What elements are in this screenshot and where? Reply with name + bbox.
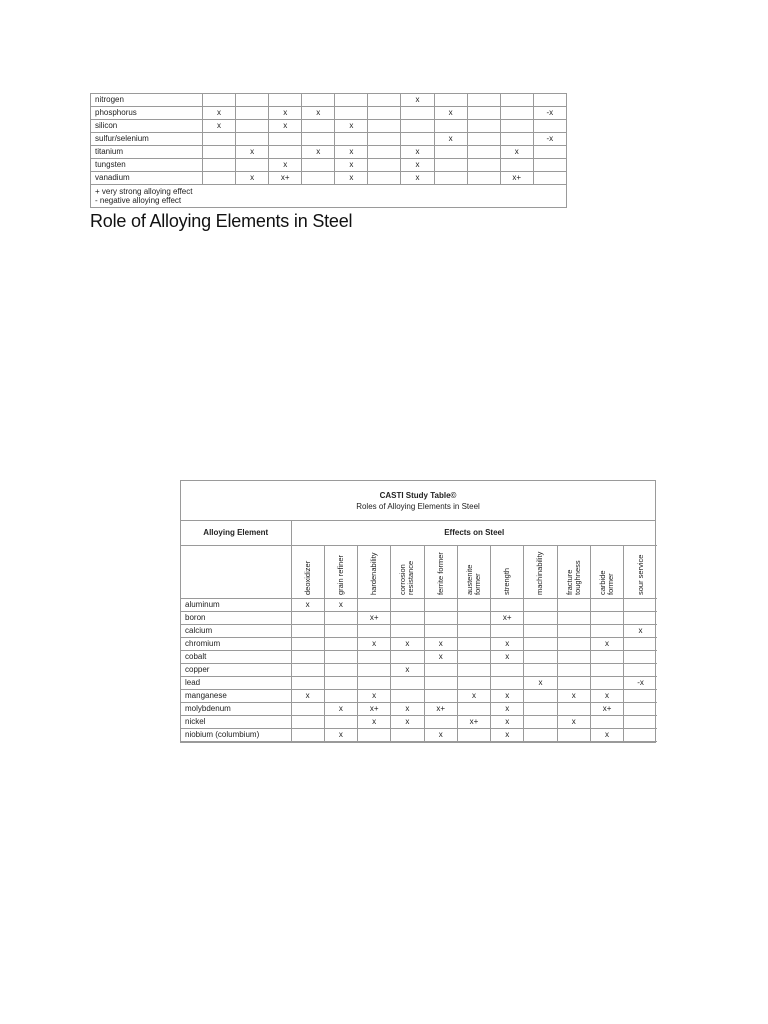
effect-mark-cell: x <box>491 729 524 742</box>
effect-mark-cell: x <box>302 107 335 120</box>
effect-mark-cell <box>368 107 401 120</box>
effect-mark-cell <box>467 120 500 133</box>
effect-column-header <box>590 546 623 599</box>
effect-mark-cell <box>358 651 391 664</box>
effect-mark-cell <box>424 625 457 638</box>
effect-mark-cell <box>203 146 236 159</box>
section-heading: Role of Alloying Elements in Steel <box>90 211 353 231</box>
effect-mark-cell: x <box>491 690 524 703</box>
effect-mark-cell: x <box>491 638 524 651</box>
element-name: sulfur/selenium <box>91 133 203 146</box>
effect-mark-cell: x+ <box>358 703 391 716</box>
effect-mark-cell <box>269 94 302 107</box>
effect-mark-cell <box>500 94 533 107</box>
effect-mark-cell <box>391 729 424 742</box>
effect-mark-cell <box>624 638 657 651</box>
effect-mark-cell <box>269 146 302 159</box>
effect-mark-cell <box>368 172 401 185</box>
casti-table-body <box>181 521 657 742</box>
casti-table <box>181 521 657 742</box>
element-name: copper <box>181 664 291 677</box>
effect-mark-cell: -x <box>624 677 657 690</box>
effect-mark-cell <box>590 612 623 625</box>
top-row <box>91 172 567 185</box>
element-name: cobalt <box>181 651 291 664</box>
effect-mark-cell: x <box>624 625 657 638</box>
effect-mark-cell <box>203 133 236 146</box>
effect-mark-cell <box>557 651 590 664</box>
effect-mark-cell: x <box>203 120 236 133</box>
effect-mark-cell <box>457 612 490 625</box>
effect-mark-cell <box>533 94 566 107</box>
effect-mark-cell <box>368 133 401 146</box>
element-name: calcium <box>181 625 291 638</box>
effect-mark-cell <box>524 651 557 664</box>
effect-mark-cell: x <box>291 690 324 703</box>
effect-mark-cell <box>302 120 335 133</box>
effect-mark-cell <box>467 159 500 172</box>
element-name: vanadium <box>91 172 203 185</box>
element-name: aluminum <box>181 599 291 612</box>
effect-mark-cell: x <box>324 703 357 716</box>
effect-label: grain refiner <box>335 554 345 595</box>
effect-mark-cell <box>590 599 623 612</box>
effect-mark-cell <box>302 94 335 107</box>
effect-mark-cell <box>524 716 557 729</box>
effect-mark-cell <box>624 599 657 612</box>
effect-mark-cell: x <box>358 690 391 703</box>
effect-mark-cell <box>467 133 500 146</box>
casti-table-container <box>90 240 645 739</box>
effect-mark-cell <box>302 172 335 185</box>
casti-row <box>181 716 657 729</box>
effect-mark-cell <box>424 677 457 690</box>
effect-mark-cell <box>302 159 335 172</box>
effect-mark-cell: x <box>391 703 424 716</box>
effect-mark-cell: -x <box>533 133 566 146</box>
effect-mark-cell <box>533 172 566 185</box>
effect-mark-cell <box>302 133 335 146</box>
effect-mark-cell <box>324 690 357 703</box>
effect-mark-cell <box>424 599 457 612</box>
element-name: nickel <box>181 716 291 729</box>
casti-row <box>181 703 657 716</box>
effect-mark-cell <box>335 107 368 120</box>
effect-mark-cell <box>467 107 500 120</box>
effect-mark-cell <box>624 664 657 677</box>
effect-mark-cell <box>500 159 533 172</box>
effect-mark-cell: x <box>291 599 324 612</box>
effect-mark-cell <box>424 690 457 703</box>
effect-mark-cell <box>391 625 424 638</box>
effect-mark-cell: x <box>269 120 302 133</box>
effect-mark-cell <box>491 664 524 677</box>
top-row <box>91 94 567 107</box>
effect-label: ferrite former <box>435 552 445 595</box>
effect-mark-cell: x <box>491 716 524 729</box>
effect-mark-cell: x <box>590 638 623 651</box>
effect-mark-cell: x+ <box>269 172 302 185</box>
effect-mark-cell <box>457 638 490 651</box>
effect-mark-cell: x <box>524 677 557 690</box>
element-name: silicon <box>91 120 203 133</box>
effect-mark-cell: x <box>324 599 357 612</box>
effect-mark-cell <box>236 120 269 133</box>
top-table-body <box>91 94 567 208</box>
effect-mark-cell <box>533 120 566 133</box>
legend-item: - negative alloying effect <box>95 196 182 205</box>
effect-mark-cell: x <box>434 107 467 120</box>
effect-mark-cell <box>324 664 357 677</box>
effect-mark-cell: x <box>335 146 368 159</box>
casti-row <box>181 599 657 612</box>
effect-mark-cell <box>269 133 302 146</box>
effect-mark-cell <box>236 107 269 120</box>
casti-header-row <box>181 521 657 546</box>
effect-mark-cell <box>324 677 357 690</box>
effect-label: carbide former <box>598 570 616 595</box>
effect-mark-cell <box>457 651 490 664</box>
effect-mark-cell <box>590 625 623 638</box>
effect-mark-cell <box>434 159 467 172</box>
effect-mark-cell: x <box>335 120 368 133</box>
effect-mark-cell: x+ <box>590 703 623 716</box>
effect-mark-cell <box>324 612 357 625</box>
effect-column-header <box>624 546 657 599</box>
effect-mark-cell <box>358 677 391 690</box>
effect-label: strength <box>502 567 512 595</box>
effect-mark-cell <box>590 664 623 677</box>
effect-mark-cell <box>291 651 324 664</box>
effect-mark-cell <box>236 94 269 107</box>
effect-label: austenite former <box>464 564 482 595</box>
effect-mark-cell <box>434 94 467 107</box>
effect-mark-cell: x <box>401 146 434 159</box>
effect-column-header <box>358 546 391 599</box>
element-name: lead <box>181 677 291 690</box>
element-name: niobium (columbium) <box>181 729 291 742</box>
effect-mark-cell <box>358 664 391 677</box>
effect-mark-cell <box>500 120 533 133</box>
effect-mark-cell <box>291 612 324 625</box>
effect-mark-cell <box>467 146 500 159</box>
effect-mark-cell: x <box>391 638 424 651</box>
effect-mark-cell: x+ <box>491 612 524 625</box>
effect-column-header <box>524 546 557 599</box>
effect-mark-cell <box>424 716 457 729</box>
blank-header-cell <box>181 546 291 599</box>
effect-mark-cell <box>624 651 657 664</box>
element-name: chromium <box>181 638 291 651</box>
effect-mark-cell: x <box>424 638 457 651</box>
effect-mark-cell <box>368 159 401 172</box>
legend-cell <box>91 185 567 208</box>
legend-item: + very strong alloying effect <box>95 187 193 196</box>
effect-mark-cell <box>391 599 424 612</box>
effect-mark-cell <box>368 146 401 159</box>
effect-mark-cell <box>434 172 467 185</box>
effect-mark-cell: x <box>424 729 457 742</box>
effect-mark-cell: x <box>335 172 368 185</box>
effect-mark-cell <box>557 703 590 716</box>
effect-mark-cell <box>401 107 434 120</box>
effect-mark-cell <box>324 651 357 664</box>
effect-mark-cell <box>324 716 357 729</box>
effect-mark-cell: x <box>401 172 434 185</box>
top-table <box>90 93 567 208</box>
effect-mark-cell <box>491 599 524 612</box>
casti-row <box>181 612 657 625</box>
element-name: boron <box>181 612 291 625</box>
effect-mark-cell: x <box>590 690 623 703</box>
element-name: phosphorus <box>91 107 203 120</box>
effect-mark-cell <box>557 638 590 651</box>
effect-mark-cell: x <box>434 133 467 146</box>
effect-mark-cell <box>500 133 533 146</box>
effect-mark-cell: x <box>358 716 391 729</box>
effect-mark-cell: x+ <box>457 716 490 729</box>
effect-mark-cell <box>335 133 368 146</box>
effect-column-header <box>457 546 490 599</box>
effect-mark-cell <box>335 94 368 107</box>
top-row <box>91 120 567 133</box>
effect-mark-cell <box>434 146 467 159</box>
effect-label: corrosion resistance <box>398 560 416 595</box>
effect-mark-cell <box>291 703 324 716</box>
effect-mark-cell: x <box>302 146 335 159</box>
effect-mark-cell: x+ <box>500 172 533 185</box>
effect-label: deoxidizer <box>302 560 312 595</box>
effect-mark-cell <box>291 664 324 677</box>
effect-label: fracture toughness <box>564 560 582 595</box>
casti-row <box>181 677 657 690</box>
effect-mark-cell <box>557 599 590 612</box>
effect-mark-cell <box>557 625 590 638</box>
effect-mark-cell <box>533 146 566 159</box>
effect-mark-cell: x <box>590 729 623 742</box>
effect-mark-cell <box>590 716 623 729</box>
effect-mark-cell: x+ <box>424 703 457 716</box>
effect-mark-cell <box>391 651 424 664</box>
effect-mark-cell <box>203 172 236 185</box>
effect-mark-cell <box>391 677 424 690</box>
effect-mark-cell <box>524 690 557 703</box>
effect-mark-cell <box>324 638 357 651</box>
col-header-effects: Effects on Steel <box>291 521 657 546</box>
effect-mark-cell <box>590 651 623 664</box>
effect-mark-cell <box>500 107 533 120</box>
effect-column-header <box>557 546 590 599</box>
casti-row <box>181 638 657 651</box>
effect-mark-cell <box>324 625 357 638</box>
effect-mark-cell <box>291 716 324 729</box>
effect-mark-cell <box>391 612 424 625</box>
effect-mark-cell <box>203 159 236 172</box>
col-header-alloying-element: Alloying Element <box>181 521 291 546</box>
effect-mark-cell <box>624 729 657 742</box>
effect-mark-cell <box>524 638 557 651</box>
effect-mark-cell <box>358 625 391 638</box>
legend-row <box>91 185 567 208</box>
effect-mark-cell <box>457 625 490 638</box>
effect-mark-cell <box>624 716 657 729</box>
casti-table-frame <box>180 480 656 743</box>
effect-mark-cell <box>291 625 324 638</box>
effect-mark-cell <box>457 664 490 677</box>
effect-mark-cell <box>358 599 391 612</box>
effect-mark-cell <box>236 159 269 172</box>
effect-mark-cell: x <box>557 690 590 703</box>
effect-mark-cell: x <box>269 107 302 120</box>
effect-mark-cell <box>524 703 557 716</box>
effects-header-row <box>181 546 657 599</box>
effect-mark-cell: x <box>236 146 269 159</box>
effect-mark-cell <box>424 612 457 625</box>
casti-row <box>181 729 657 742</box>
casti-title: CASTI Study Table© <box>379 491 457 500</box>
effect-mark-cell <box>533 159 566 172</box>
effect-mark-cell <box>203 94 236 107</box>
casti-title-block <box>181 481 655 521</box>
element-name: tungsten <box>91 159 203 172</box>
effect-mark-cell: x <box>203 107 236 120</box>
casti-row <box>181 625 657 638</box>
effect-mark-cell <box>401 120 434 133</box>
element-name: molybdenum <box>181 703 291 716</box>
effect-mark-cell <box>467 94 500 107</box>
effect-mark-cell <box>624 612 657 625</box>
effect-mark-cell <box>291 729 324 742</box>
effect-mark-cell: x <box>500 146 533 159</box>
effect-mark-cell <box>557 677 590 690</box>
effect-mark-cell <box>391 690 424 703</box>
effect-mark-cell <box>457 729 490 742</box>
effect-mark-cell: x <box>236 172 269 185</box>
effect-column-header <box>324 546 357 599</box>
effect-mark-cell: x <box>401 94 434 107</box>
effect-mark-cell <box>624 690 657 703</box>
effect-mark-cell <box>401 133 434 146</box>
effect-mark-cell <box>557 612 590 625</box>
top-row <box>91 133 567 146</box>
effect-label: hardenability <box>369 552 379 595</box>
effect-mark-cell <box>491 677 524 690</box>
effect-label: machinability <box>535 551 545 595</box>
casti-row <box>181 690 657 703</box>
effect-mark-cell: x <box>358 638 391 651</box>
casti-subtitle: Roles of Alloying Elements in Steel <box>356 502 480 511</box>
effect-mark-cell <box>457 599 490 612</box>
effect-mark-cell: x <box>491 651 524 664</box>
effect-mark-cell: x <box>335 159 368 172</box>
effect-mark-cell <box>457 703 490 716</box>
effect-mark-cell: x <box>391 716 424 729</box>
effect-mark-cell: x <box>491 703 524 716</box>
element-name: nitrogen <box>91 94 203 107</box>
effect-mark-cell <box>557 664 590 677</box>
effect-column-header <box>424 546 457 599</box>
top-row <box>91 159 567 172</box>
element-name: manganese <box>181 690 291 703</box>
effect-mark-cell: x <box>401 159 434 172</box>
top-row <box>91 146 567 159</box>
effect-mark-cell <box>457 677 490 690</box>
effect-mark-cell <box>524 599 557 612</box>
effect-mark-cell: x <box>557 716 590 729</box>
effect-mark-cell <box>524 612 557 625</box>
effect-mark-cell <box>291 677 324 690</box>
effect-column-header <box>391 546 424 599</box>
effect-mark-cell <box>590 677 623 690</box>
effect-mark-cell: x <box>457 690 490 703</box>
effect-mark-cell <box>358 729 391 742</box>
effect-mark-cell <box>291 638 324 651</box>
effect-column-header <box>291 546 324 599</box>
casti-row <box>181 651 657 664</box>
effect-mark-cell <box>524 625 557 638</box>
effect-mark-cell: -x <box>533 107 566 120</box>
element-name: titanium <box>91 146 203 159</box>
effect-mark-cell <box>424 664 457 677</box>
effect-mark-cell <box>368 120 401 133</box>
effect-label: sour service <box>635 554 645 595</box>
casti-row <box>181 664 657 677</box>
effect-mark-cell <box>624 703 657 716</box>
effect-mark-cell <box>491 625 524 638</box>
top-row <box>91 107 567 120</box>
effect-mark-cell <box>524 729 557 742</box>
effect-mark-cell <box>236 133 269 146</box>
effect-mark-cell: x <box>391 664 424 677</box>
effect-mark-cell <box>524 664 557 677</box>
effect-mark-cell <box>368 94 401 107</box>
effect-column-header <box>491 546 524 599</box>
effect-mark-cell <box>434 120 467 133</box>
effect-mark-cell: x <box>269 159 302 172</box>
effect-mark-cell: x <box>424 651 457 664</box>
effect-mark-cell <box>467 172 500 185</box>
effect-mark-cell <box>557 729 590 742</box>
effect-mark-cell: x <box>324 729 357 742</box>
effect-mark-cell: x+ <box>358 612 391 625</box>
